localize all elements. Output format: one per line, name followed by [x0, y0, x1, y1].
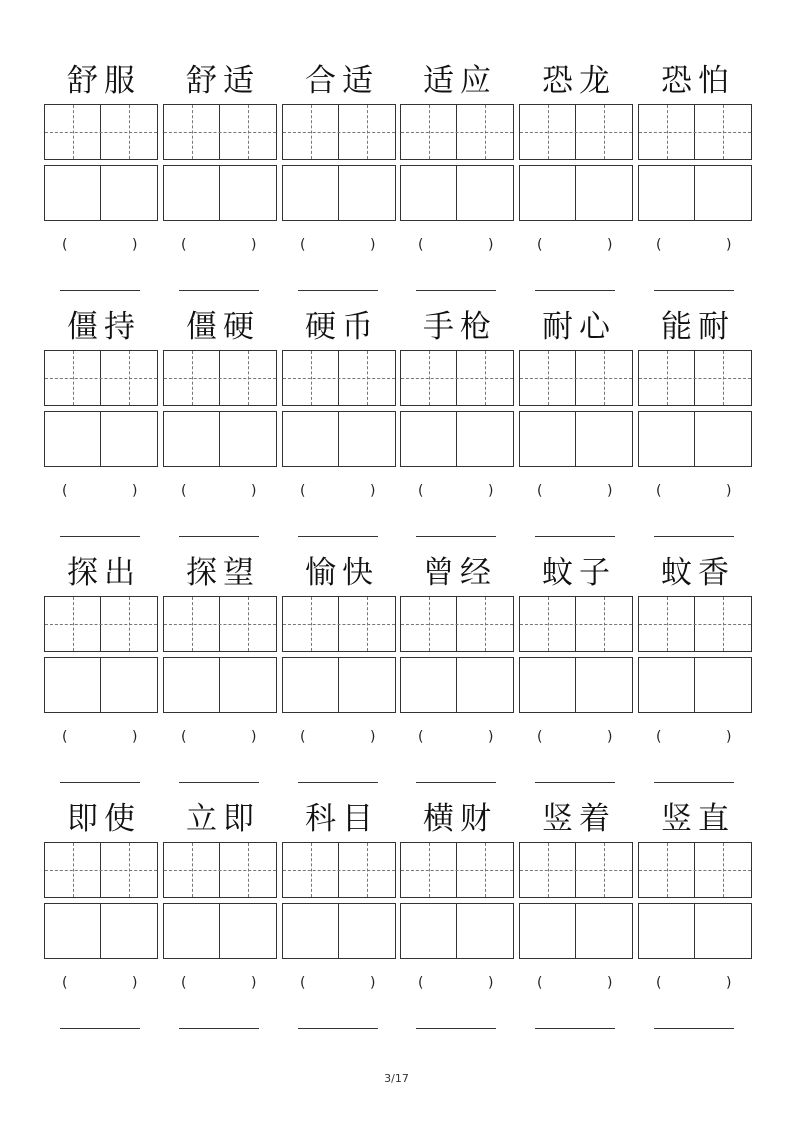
paren-right: ): [607, 237, 613, 253]
word-row: [0, 60, 793, 305]
word-cell: [42, 798, 160, 1043]
vocab-word: 硬币: [305, 309, 379, 345]
vocab-word: 舒适: [186, 63, 260, 99]
writing-box[interactable]: [400, 165, 514, 221]
paren-right: ): [370, 237, 376, 253]
practice-grid[interactable]: [519, 350, 633, 406]
word-cell: [398, 60, 516, 305]
answer-line[interactable]: [416, 782, 496, 783]
paren-left: (: [62, 483, 68, 499]
page-number: 3/17: [384, 1072, 409, 1085]
word-cell: [280, 60, 398, 305]
writing-box[interactable]: [163, 411, 277, 467]
writing-box[interactable]: [44, 165, 158, 221]
practice-grid[interactable]: [163, 596, 277, 652]
answer-line[interactable]: [60, 1028, 140, 1029]
vocab-word: 即使: [67, 801, 141, 837]
paren-right: ): [251, 237, 257, 253]
vocab-word: 合适: [305, 63, 379, 99]
paren-left: (: [537, 975, 543, 991]
answer-line[interactable]: [179, 536, 259, 537]
answer-line[interactable]: [654, 290, 734, 291]
writing-box[interactable]: [400, 903, 514, 959]
vocab-word: 探望: [186, 555, 260, 591]
vocab-word: 科目: [305, 801, 379, 837]
paren-left: (: [181, 237, 187, 253]
word-cell: [398, 552, 516, 797]
word-cell: [280, 798, 398, 1043]
paren-left: (: [418, 975, 424, 991]
paren-left: (: [656, 237, 662, 253]
paren-right: ): [370, 975, 376, 991]
paren-right: ): [726, 975, 732, 991]
word-cell: [517, 798, 635, 1043]
word-cell: [517, 306, 635, 551]
writing-box[interactable]: [519, 657, 633, 713]
writing-box[interactable]: [282, 165, 396, 221]
paren-left: (: [537, 483, 543, 499]
word-cell: [161, 306, 279, 551]
answer-line[interactable]: [60, 782, 140, 783]
writing-box[interactable]: [282, 903, 396, 959]
answer-line[interactable]: [535, 290, 615, 291]
vocab-word: 立即: [186, 801, 260, 837]
answer-line[interactable]: [416, 290, 496, 291]
answer-line[interactable]: [298, 290, 378, 291]
practice-grid[interactable]: [44, 596, 158, 652]
practice-grid[interactable]: [44, 842, 158, 898]
vocab-word: 恐龙: [542, 63, 616, 99]
paren-right: ): [726, 729, 732, 745]
writing-box[interactable]: [163, 657, 277, 713]
vocab-word: 舒服: [67, 63, 141, 99]
word-cell: [636, 60, 754, 305]
paren-left: (: [418, 237, 424, 253]
writing-box[interactable]: [282, 411, 396, 467]
paren-right: ): [132, 237, 138, 253]
practice-grid[interactable]: [400, 104, 514, 160]
paren-left: (: [62, 975, 68, 991]
writing-box[interactable]: [519, 411, 633, 467]
answer-line[interactable]: [298, 782, 378, 783]
paren-right: ): [607, 483, 613, 499]
practice-grid[interactable]: [163, 350, 277, 406]
writing-box[interactable]: [400, 411, 514, 467]
paren-right: ): [370, 483, 376, 499]
paren-left: (: [300, 975, 306, 991]
writing-box[interactable]: [282, 657, 396, 713]
vocab-word: 探出: [67, 555, 141, 591]
paren-left: (: [537, 729, 543, 745]
practice-grid[interactable]: [282, 842, 396, 898]
word-cell: [517, 60, 635, 305]
writing-box[interactable]: [163, 903, 277, 959]
answer-line[interactable]: [179, 782, 259, 783]
vocab-word: 曾经: [423, 555, 497, 591]
answer-line[interactable]: [654, 536, 734, 537]
writing-box[interactable]: [519, 903, 633, 959]
word-cell: [42, 306, 160, 551]
paren-left: (: [181, 483, 187, 499]
paren-right: ): [607, 729, 613, 745]
writing-box[interactable]: [638, 411, 752, 467]
practice-grid[interactable]: [519, 842, 633, 898]
practice-grid[interactable]: [400, 596, 514, 652]
paren-right: ): [251, 975, 257, 991]
answer-line[interactable]: [416, 536, 496, 537]
paren-right: ): [370, 729, 376, 745]
vocab-word: 蚊香: [661, 555, 735, 591]
vocab-word: 竖着: [542, 801, 616, 837]
practice-grid[interactable]: [638, 104, 752, 160]
word-row: [0, 798, 793, 1043]
practice-grid[interactable]: [638, 596, 752, 652]
writing-box[interactable]: [638, 657, 752, 713]
word-cell: [161, 798, 279, 1043]
word-cell: [517, 552, 635, 797]
answer-line[interactable]: [298, 1028, 378, 1029]
word-cell: [636, 552, 754, 797]
paren-left: (: [418, 483, 424, 499]
writing-box[interactable]: [400, 657, 514, 713]
vocab-word: 手枪: [423, 309, 497, 345]
answer-line[interactable]: [535, 536, 615, 537]
practice-grid[interactable]: [163, 104, 277, 160]
answer-line[interactable]: [179, 290, 259, 291]
word-row: [0, 552, 793, 797]
vocab-word: 蚊子: [542, 555, 616, 591]
writing-box[interactable]: [44, 411, 158, 467]
word-row: [0, 306, 793, 551]
writing-box[interactable]: [163, 165, 277, 221]
word-cell: [280, 552, 398, 797]
practice-grid[interactable]: [638, 350, 752, 406]
vocab-word: 竖直: [661, 801, 735, 837]
paren-left: (: [300, 483, 306, 499]
vocab-word: 恐怕: [661, 63, 735, 99]
word-cell: [42, 60, 160, 305]
practice-grid[interactable]: [519, 104, 633, 160]
paren-left: (: [656, 483, 662, 499]
paren-right: ): [488, 483, 494, 499]
paren-left: (: [300, 237, 306, 253]
paren-right: ): [607, 975, 613, 991]
practice-grid[interactable]: [44, 104, 158, 160]
practice-grid[interactable]: [519, 596, 633, 652]
paren-right: ): [488, 237, 494, 253]
word-cell: [636, 306, 754, 551]
vocab-word: 愉快: [305, 555, 379, 591]
writing-box[interactable]: [638, 165, 752, 221]
paren-left: (: [62, 237, 68, 253]
answer-line[interactable]: [60, 536, 140, 537]
paren-right: ): [132, 729, 138, 745]
vocab-word: 横财: [423, 801, 497, 837]
answer-line[interactable]: [654, 1028, 734, 1029]
practice-grid[interactable]: [163, 842, 277, 898]
answer-line[interactable]: [416, 1028, 496, 1029]
paren-right: ): [132, 483, 138, 499]
vocab-word: 耐心: [542, 309, 616, 345]
practice-grid[interactable]: [44, 350, 158, 406]
answer-line[interactable]: [179, 1028, 259, 1029]
practice-grid[interactable]: [400, 350, 514, 406]
writing-box[interactable]: [638, 903, 752, 959]
word-cell: [398, 306, 516, 551]
vocab-word: 僵持: [67, 309, 141, 345]
paren-right: ): [488, 729, 494, 745]
paren-left: (: [62, 729, 68, 745]
practice-grid[interactable]: [282, 596, 396, 652]
paren-right: ): [251, 483, 257, 499]
paren-left: (: [537, 237, 543, 253]
writing-box[interactable]: [519, 165, 633, 221]
paren-right: ): [726, 483, 732, 499]
answer-line[interactable]: [654, 782, 734, 783]
paren-left: (: [181, 729, 187, 745]
vocab-word: 适应: [423, 63, 497, 99]
answer-line[interactable]: [298, 536, 378, 537]
word-cell: [398, 798, 516, 1043]
paren-right: ): [132, 975, 138, 991]
paren-right: ): [251, 729, 257, 745]
answer-line[interactable]: [535, 782, 615, 783]
paren-right: ): [726, 237, 732, 253]
practice-grid[interactable]: [400, 842, 514, 898]
word-cell: [280, 306, 398, 551]
word-cell: [636, 798, 754, 1043]
paren-left: (: [656, 729, 662, 745]
practice-grid[interactable]: [638, 842, 752, 898]
paren-right: ): [488, 975, 494, 991]
practice-grid[interactable]: [282, 350, 396, 406]
answer-line[interactable]: [60, 290, 140, 291]
vocab-word: 僵硬: [186, 309, 260, 345]
paren-left: (: [418, 729, 424, 745]
paren-left: (: [300, 729, 306, 745]
word-cell: [42, 552, 160, 797]
paren-left: (: [656, 975, 662, 991]
word-cell: [161, 552, 279, 797]
word-cell: [161, 60, 279, 305]
paren-left: (: [181, 975, 187, 991]
practice-grid[interactable]: [282, 104, 396, 160]
writing-box[interactable]: [44, 903, 158, 959]
writing-box[interactable]: [44, 657, 158, 713]
vocab-word: 能耐: [661, 309, 735, 345]
answer-line[interactable]: [535, 1028, 615, 1029]
